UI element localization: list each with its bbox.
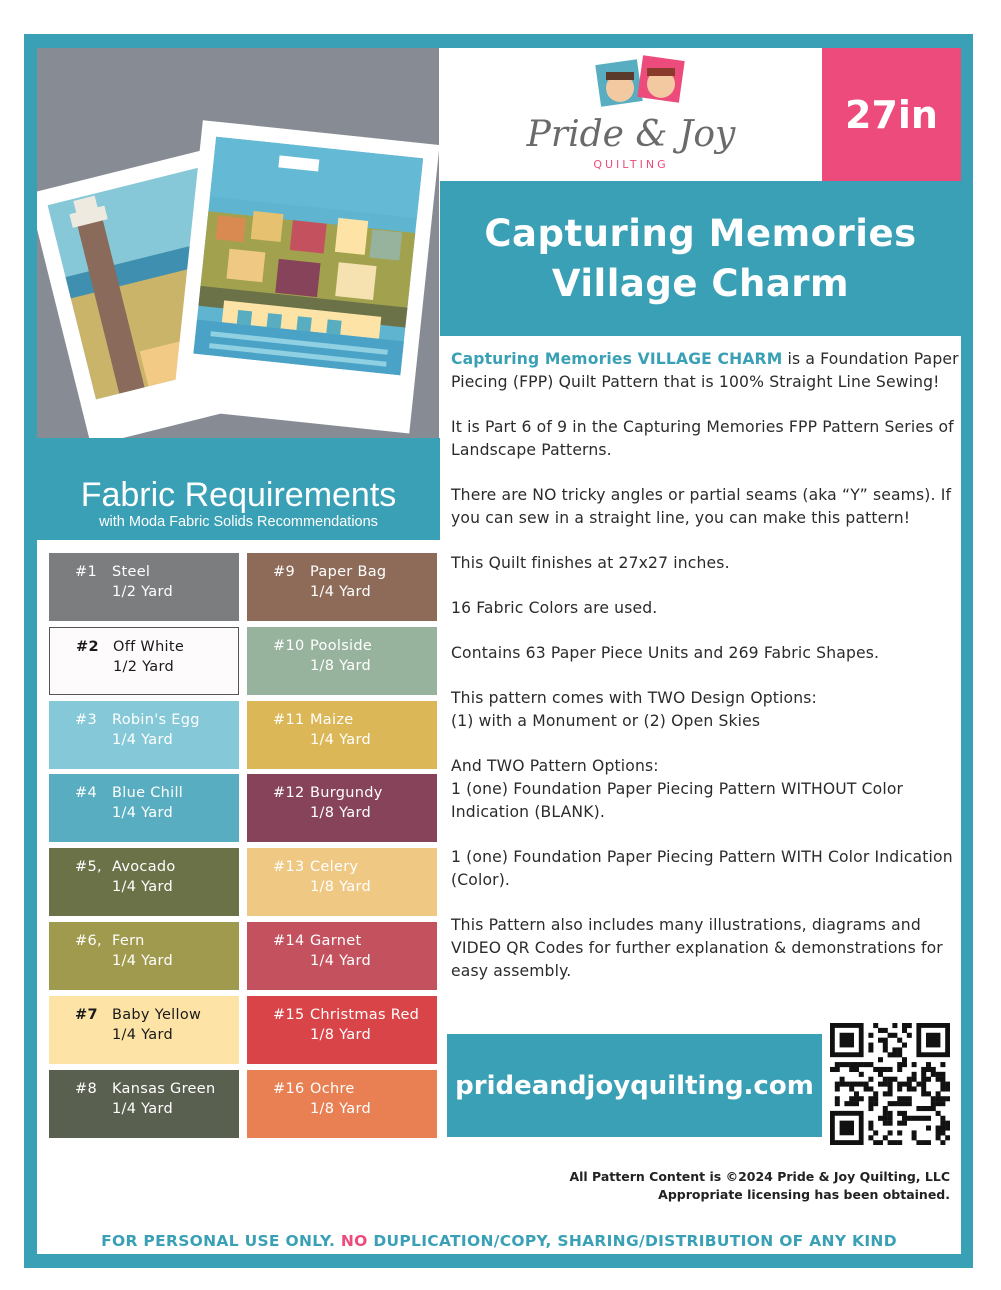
- desc-colors: 16 Fabric Colors are used.: [451, 599, 658, 617]
- design-options-title: This pattern comes with TWO Design Options:: [451, 689, 817, 707]
- swatch-number: #1: [75, 564, 97, 580]
- swatch-name: Robin's Egg: [112, 711, 200, 728]
- swatch-quantity: 1/2 Yard: [113, 658, 175, 675]
- swatch-number: #9: [273, 564, 295, 580]
- swatch-quantity: 1/4 Yard: [310, 953, 372, 969]
- swatch-name: Off White: [113, 638, 185, 655]
- swatch-number: #8: [75, 1080, 97, 1097]
- swatch-name: Ochre: [310, 1080, 355, 1097]
- swatch-quantity: 1/4 Yard: [112, 731, 174, 748]
- swatch-number: #2: [76, 638, 99, 655]
- swatch-number: #7: [75, 1006, 98, 1023]
- swatch-quantity: 1/8 Yard: [310, 657, 372, 674]
- swatch-number: #16: [273, 1080, 305, 1097]
- swatch-number: #10: [273, 637, 305, 654]
- pattern-title: [440, 181, 961, 336]
- swatch-number: #11: [273, 711, 305, 728]
- copyright-line-1: All Pattern Content is ©2024 Pride & Joy Quilting, LLC: [569, 1169, 950, 1184]
- fabric-swatch: [49, 848, 239, 916]
- pattern-description: [451, 348, 961, 1005]
- desc-intro: [451, 348, 961, 394]
- swatch-name: Maize: [310, 711, 354, 728]
- desc-pattern-options: [451, 755, 961, 824]
- swatch-quantity: 1/8 Yard: [310, 879, 372, 896]
- qr-code-icon[interactable]: [830, 1023, 950, 1145]
- swatch-number: #3: [75, 711, 97, 728]
- fabric-swatch: [49, 996, 239, 1064]
- size-badge: 27in: [822, 48, 961, 181]
- swatch-name: Avocado: [112, 859, 176, 876]
- swatch-name: Baby Yellow: [112, 1006, 202, 1023]
- fabric-swatch: [247, 922, 437, 990]
- swatch-quantity: 1/4 Yard: [310, 731, 372, 748]
- swatch-quantity: 1/4 Yard: [112, 1100, 174, 1117]
- desc-extras: This Pattern also includes many illustrations, diagrams and VIDEO QR Codes for further explanation & demonstrations for easy assembly.: [451, 916, 943, 980]
- footer-part-2: DUPLICATION/COPY, SHARING/DISTRIBUTION OF ANY KIND: [367, 1232, 897, 1250]
- brand-logo: [440, 48, 822, 181]
- desc-seams: There are NO tricky angles or partial seams (aka “Y” seams). If you can sew in a straight line, you can make this pattern!: [451, 486, 952, 527]
- swatch-number: #12: [273, 785, 305, 802]
- swatch-quantity: 1/4 Yard: [310, 584, 372, 600]
- copyright-line-2: Appropriate licensing has been obtained.: [658, 1187, 950, 1202]
- quilt-illustration: [37, 48, 439, 438]
- fabric-swatch: [247, 848, 437, 916]
- pattern-option-blank: 1 (one) Foundation Paper Piecing Pattern WITHOUT Color Indication (BLANK).: [451, 780, 904, 821]
- fabric-swatch: [247, 1070, 437, 1138]
- swatch-name: Burgundy: [310, 785, 383, 802]
- brand-subname: QUILTING: [593, 158, 669, 171]
- footer-no: NO: [340, 1232, 368, 1250]
- website-link[interactable]: prideandjoyquilting.com: [447, 1034, 822, 1137]
- desc-series: It is Part 6 of 9 in the Capturing Memories FPP Pattern Series of Landscape Patterns.: [451, 418, 954, 459]
- swatch-number: #5,: [75, 859, 102, 876]
- desc-pattern-color: 1 (one) Foundation Paper Piecing Pattern WITH Color Indication (Color).: [451, 848, 953, 889]
- swatch-quantity: 1/8 Yard: [310, 1026, 372, 1043]
- fabric-requirements-header: [37, 438, 440, 540]
- swatch-name: Celery: [310, 859, 359, 876]
- copyright-notice: [569, 1168, 950, 1204]
- design-options-list: (1) with a Monument or (2) Open Skies: [451, 712, 761, 730]
- swatch-quantity: 1/4 Yard: [112, 953, 174, 969]
- title-line-1: Capturing Memories: [484, 211, 917, 255]
- swatch-name: Paper Bag: [310, 564, 387, 580]
- swatch-quantity: 1/8 Yard: [310, 1100, 372, 1117]
- swatch-number: #6,: [75, 933, 102, 949]
- title-line-2: Village Charm: [551, 261, 850, 305]
- swatch-name: Garnet: [310, 933, 362, 949]
- fabric-swatch: [49, 922, 239, 990]
- swatch-number: #4: [75, 785, 97, 802]
- brand-name: Pride & Joy: [526, 114, 736, 155]
- swatch-name: Steel: [112, 564, 151, 580]
- fabric-heading: Fabric Requirements: [80, 476, 397, 514]
- fabric-swatch: [247, 701, 437, 769]
- desc-intro-rest: is a Foundation Paper Piecing (FPP) Quilt Pattern that is 100% Straight Line Sewing!: [451, 350, 959, 391]
- fabric-subheading: with Moda Fabric Solids Recommendations: [99, 514, 378, 530]
- desc-size: This Quilt finishes at 27x27 inches.: [451, 554, 730, 572]
- fabric-swatch: [49, 1070, 239, 1138]
- swatch-name: Kansas Green: [112, 1080, 216, 1097]
- polaroid-photos-illustration: [37, 48, 439, 438]
- swatch-quantity: 1/8 Yard: [310, 805, 372, 822]
- fabric-swatch: [49, 627, 239, 695]
- pattern-options-title: And TWO Pattern Options:: [451, 757, 659, 775]
- swatch-number: #14: [273, 933, 305, 949]
- swatch-name: Blue Chill: [112, 785, 184, 802]
- fabric-swatch: [49, 701, 239, 769]
- swatch-name: Poolside: [310, 637, 373, 654]
- desc-design-options: [451, 687, 961, 733]
- fabric-swatch: [247, 553, 437, 621]
- fabric-swatch: [49, 774, 239, 842]
- swatch-number: #13: [273, 859, 305, 876]
- swatch-name: Christmas Red: [310, 1006, 420, 1023]
- swatch-quantity: 1/4 Yard: [112, 879, 174, 896]
- swatch-quantity: 1/4 Yard: [112, 805, 174, 822]
- desc-units: Contains 63 Paper Piece Units and 269 Fabric Shapes.: [451, 644, 880, 662]
- swatch-quantity: 1/4 Yard: [112, 1026, 174, 1043]
- fabric-swatch: [247, 774, 437, 842]
- fabric-swatch: [247, 996, 437, 1064]
- fabric-swatch: [247, 627, 437, 695]
- footer-part-1: FOR PERSONAL USE ONLY.: [101, 1232, 341, 1250]
- usage-footer: [37, 1232, 961, 1250]
- desc-intro-highlight: Capturing Memories VILLAGE CHARM: [451, 350, 783, 368]
- swatch-name: Fern: [112, 933, 145, 949]
- swatch-quantity: 1/2 Yard: [112, 584, 174, 600]
- swatch-number: #15: [273, 1006, 305, 1023]
- fabric-swatch: [49, 553, 239, 621]
